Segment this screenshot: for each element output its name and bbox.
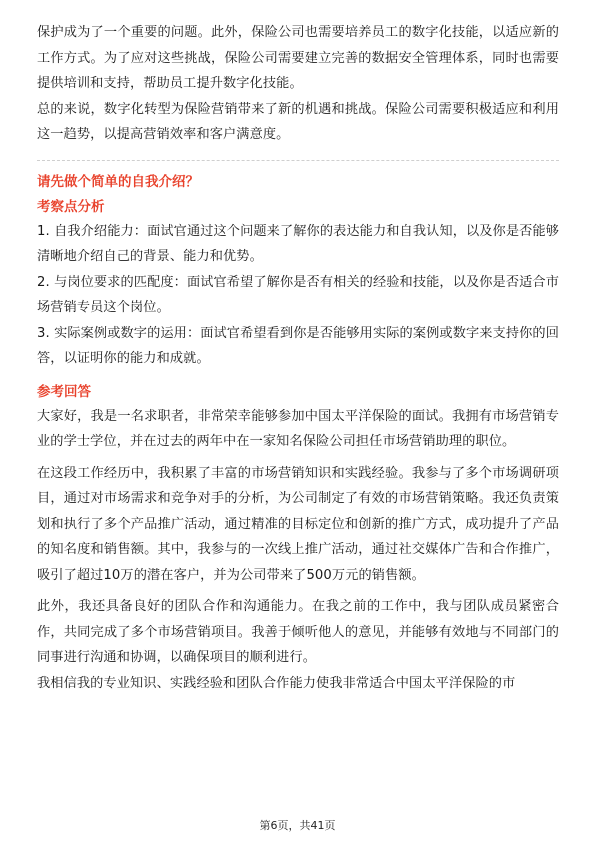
document-page bbox=[37, 20, 559, 696]
answer-paragraph: 在这段工作经历中，我积累了丰富的市场营销知识和实践经验。我参与了多个市场调研项目，通过对市场需求和竞争对手的分析，为公司制定了有效的市场营销策略。我还负责策划和执行了多个产品推广活动，通过精准的目标定位和创新的推广方式，成功提升了产品的知名度和销售额。其中，我参与的一次线上推广活动，通过社交媒体广告和合作推广，吸引了超过10万的潜在客户，并为公司带来了500万元的销售额。 bbox=[37, 465, 559, 583]
analysis-item: 1. 自我介绍能力：面试官通过这个问题来了解你的表达能力和自我认知，以及你是否能够清晰地介绍自己的背景、能力和优势。 bbox=[37, 223, 559, 264]
spacer bbox=[37, 372, 559, 380]
analysis-item: 3. 实际案例或数字的运用：面试官希望看到你是否能够用实际的案例或数字来支持你的回答，以证明你的能力和成就。 bbox=[37, 325, 559, 366]
analysis-item: 2. 与岗位要求的匹配度：面试官希望了解你是否有相关的经验和技能，以及你是否适合市场营销专员这个岗位。 bbox=[37, 274, 559, 315]
analysis-heading: 考察点分析 bbox=[37, 198, 105, 215]
section-divider bbox=[37, 160, 559, 161]
answer-paragraph: 我相信我的专业知识、实践经验和团队合作能力使我非常适合中国太平洋保险的市 bbox=[37, 675, 516, 691]
page-footer: 第6页，共41页 bbox=[259, 819, 336, 832]
intro-paragraph: 保护成为了一个重要的问题。此外，保险公司也需要培养员工的数字化技能，以适应新的工作方式。为了应对这些挑战，保险公司需要建立完善的数据安全管理体系，同时也需要提供培训和支持，帮助员工提升数字化技能。 bbox=[37, 25, 559, 91]
question-title: 请先做个简单的自我介绍？ bbox=[37, 173, 199, 190]
answer-paragraph: 大家好，我是一名求职者，非常荣幸能够参加中国太平洋保险的面试。我拥有市场营销专业的学士学位，并在过去的两年中在一家知名保险公司担任市场营销助理的职位。 bbox=[37, 408, 559, 449]
answer-paragraph: 此外，我还具备良好的团队合作和沟通能力。在我之前的工作中，我与团队成员紧密合作，共同完成了多个市场营销项目。我善于倾听他人的意见，并能够有效地与不同部门的同事进行沟通和协调，以确保项目的顺利进行。 bbox=[37, 599, 559, 665]
answer-heading: 参考回答 bbox=[37, 383, 91, 400]
intro-paragraph: 总的来说，数字化转型为保险营销带来了新的机遇和挑战。保险公司需要积极适应和利用这一趋势，以提高营销效率和客户满意度。 bbox=[37, 101, 559, 142]
